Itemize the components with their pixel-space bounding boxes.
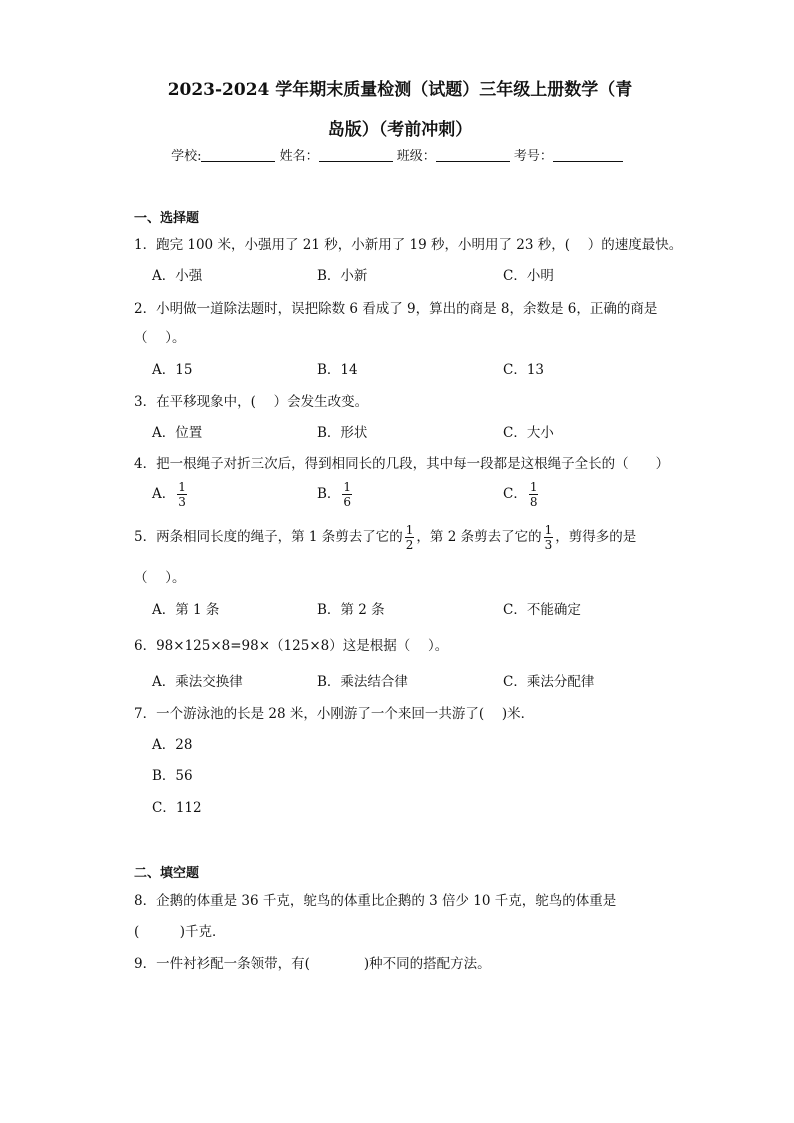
fraction-numerator: 1: [544, 523, 553, 537]
q5-text-part2: ，第 2 条剪去了它的: [416, 529, 542, 545]
fraction-denominator: 3: [544, 538, 553, 552]
q4-option-b-label: B．: [317, 486, 341, 502]
question-8-cont: ( )千克．: [134, 924, 226, 940]
question-4: 4．把一根绳子对折三次后，得到相同长的几段，其中每一段都是这根绳子全长的（ ）: [134, 456, 670, 472]
q5-option-c: C．不能确定: [503, 602, 581, 618]
q4-option-c-label: C．: [503, 486, 527, 502]
q4-option-a: [152, 480, 189, 509]
q7-option-b: B．56: [152, 768, 193, 784]
question-1: 1．跑完 100 米，小强用了 21 秒，小新用了 19 秒，小明用了 23 秒，( ）的速度最快。: [134, 237, 683, 253]
q2-option-a: A．15: [152, 362, 193, 378]
q1-option-c: C．小明: [503, 268, 554, 284]
q6-option-a: A．乘法交换律: [152, 674, 243, 690]
question-5-cont: （ ）。: [134, 570, 186, 586]
q4-option-a-fraction: [177, 480, 187, 509]
name-blank[interactable]: [319, 161, 393, 162]
q6-option-b: B．乘法结合律: [317, 674, 408, 690]
q2-option-c: C．13: [503, 362, 545, 378]
fraction-denominator: 6: [343, 495, 352, 509]
title-line-2: 岛版）（考前冲刺）: [327, 120, 473, 140]
q1-option-a: A．小强: [152, 268, 203, 284]
q2-option-b: B．14: [317, 362, 358, 378]
class-label: 班级：: [396, 149, 436, 164]
name-label: 姓名：: [279, 149, 319, 164]
school-label: 学校:: [171, 149, 202, 164]
q5-fraction-1: [405, 523, 415, 552]
question-2-cont: （ ）。: [134, 330, 186, 346]
section-choice-heading: 一、选择题: [134, 211, 200, 226]
fraction-numerator: 1: [405, 523, 414, 537]
title-line-1: 2023-2024 学年期末质量检测（试题）三年级上册数学（青: [167, 80, 633, 100]
fraction-numerator: 1: [529, 480, 538, 494]
q5-option-a: A．第 1 条: [152, 602, 220, 618]
number-blank[interactable]: [553, 161, 623, 162]
q3-option-a: A．位置: [152, 425, 203, 441]
question-5: [134, 523, 636, 552]
q4-option-b: [317, 480, 354, 509]
q4-option-b-fraction: [342, 480, 352, 509]
question-2: 2．小明做一道除法题时，误把除数 6 看成了 9，算出的商是 8，余数是 6，正确的商是: [134, 301, 658, 317]
q6-option-c: C．乘法分配律: [503, 674, 595, 690]
q7-option-a: A．28: [152, 737, 193, 753]
q4-option-c-fraction: [529, 480, 539, 509]
question-7: 7．一个游泳池的长是 28 米，小刚游了一个来回一共游了( )米．: [134, 706, 535, 722]
student-info-line: [0, 145, 794, 164]
q5-fraction-2: [544, 523, 554, 552]
fraction-denominator: 8: [529, 495, 538, 509]
q5-text-part1: 5．两条相同长度的绳子，第 1 条剪去了它的: [134, 529, 403, 545]
fraction-denominator: 2: [405, 538, 414, 552]
q5-option-b: B．第 2 条: [317, 602, 385, 618]
q5-text-part3: ，剪得多的是: [555, 529, 637, 545]
class-blank[interactable]: [436, 161, 510, 162]
fraction-numerator: 1: [178, 480, 186, 494]
fraction-denominator: 3: [178, 495, 186, 509]
section-fill-heading: 二、填空题: [134, 866, 200, 881]
fraction-numerator: 1: [343, 480, 352, 494]
question-8: 8．企鹅的体重是 36 千克，鸵鸟的体重比企鹅的 3 倍少 10 千克，鸵鸟的体重是: [134, 893, 617, 909]
question-9: 9．一件衬衫配一条领带，有( )种不同的搭配方法。: [134, 956, 491, 972]
q7-option-c: C．112: [152, 800, 202, 816]
school-blank[interactable]: [201, 161, 275, 162]
q4-option-c: [503, 480, 540, 509]
number-label: 考号：: [513, 149, 553, 164]
q1-option-b: B．小新: [317, 268, 368, 284]
q3-option-b: B．形状: [317, 425, 368, 441]
q4-option-a-label: A．: [152, 486, 176, 502]
question-3: 3．在平移现象中，( ）会发生改变。: [134, 394, 369, 410]
question-6: 6．98×125×8=98×（125×8）这是根据（ ）。: [134, 638, 449, 654]
q3-option-c: C．大小: [503, 425, 554, 441]
document-title: [120, 70, 680, 150]
